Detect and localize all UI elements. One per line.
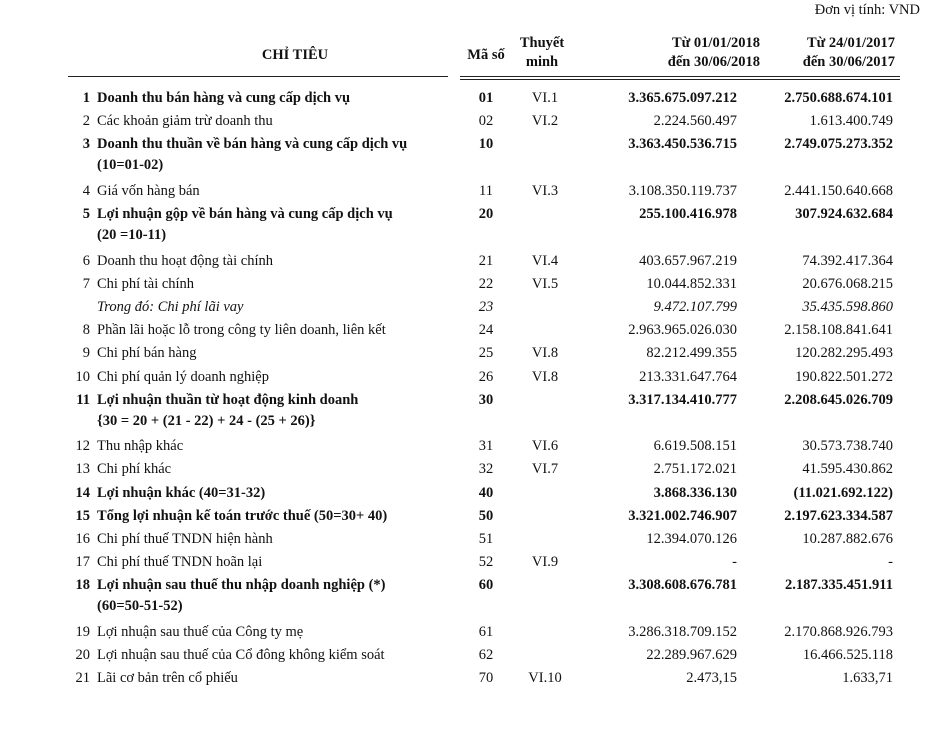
row-value-2017: 190.822.501.272 bbox=[795, 368, 893, 385]
row-code: 10 bbox=[478, 136, 494, 153]
row-value-2018: - bbox=[732, 554, 737, 571]
row-name bbox=[97, 251, 457, 272]
row-value-2017: 120.282.295.493 bbox=[795, 345, 893, 362]
row-name-text: Tổng lợi nhuận kế toán trước thuế (50=30+ 40) bbox=[97, 507, 388, 524]
row-code: 11 bbox=[479, 182, 493, 199]
row-number: 17 bbox=[75, 554, 90, 571]
row-name-text: Chi phí quản lý doanh nghiệp bbox=[97, 368, 269, 385]
row-number: 9 bbox=[82, 345, 90, 362]
table-row bbox=[0, 668, 938, 691]
row-number: 7 bbox=[82, 275, 90, 292]
table-row bbox=[0, 622, 938, 645]
row-name bbox=[97, 436, 457, 457]
row-number: 20 bbox=[75, 647, 90, 663]
table-row bbox=[0, 459, 938, 482]
row-code: 21 bbox=[478, 252, 494, 269]
unit-label: Đơn vị tính: VND bbox=[814, 2, 920, 18]
header-period-2018 bbox=[600, 34, 760, 72]
row-value-2017: 41.595.430.862 bbox=[802, 461, 893, 478]
row-value-2018: 3.286.318.709.152 bbox=[628, 623, 737, 640]
row-number: 5 bbox=[82, 206, 90, 223]
row-note: VI.4 bbox=[531, 252, 559, 269]
table-row bbox=[0, 88, 938, 111]
row-value-2017: 2.197.623.334.587 bbox=[784, 507, 893, 524]
row-value-2018: 12.394.070.126 bbox=[646, 530, 737, 547]
row-code: 62 bbox=[478, 647, 494, 663]
header-period-2018-line2: đến 30/06/2018 bbox=[667, 54, 760, 70]
header-thuyet-minh-line2: minh bbox=[525, 54, 559, 70]
row-name bbox=[97, 88, 457, 109]
row-note: VI.1 bbox=[531, 90, 559, 106]
table-row bbox=[0, 483, 938, 506]
row-value-2018: 9.472.107.799 bbox=[653, 298, 737, 315]
row-value-2017: 10.287.882.676 bbox=[802, 530, 893, 547]
row-value-2017: 16.466.525.118 bbox=[802, 647, 893, 663]
row-name bbox=[97, 367, 457, 388]
row-number: 18 bbox=[75, 577, 90, 594]
row-code: 51 bbox=[478, 530, 494, 547]
row-note: VI.8 bbox=[531, 368, 559, 385]
row-value-2018: 3.317.134.410.777 bbox=[628, 391, 737, 408]
table-row bbox=[0, 436, 938, 459]
row-number: 19 bbox=[75, 623, 90, 640]
row-value-2017: 2.441.150.640.668 bbox=[784, 182, 893, 199]
table-row bbox=[0, 320, 938, 343]
row-note: VI.3 bbox=[531, 182, 559, 199]
row-name bbox=[97, 111, 457, 132]
header-chi-tieu: CHỈ TIÊU bbox=[261, 47, 329, 63]
row-name-text: Doanh thu thuần về bán hàng và cung cấp dịch vụ bbox=[97, 136, 408, 153]
row-number: 12 bbox=[75, 438, 90, 455]
row-name-text: Phần lãi hoặc lỗ trong công ty liên doanh, liên kết bbox=[97, 322, 386, 339]
row-number: 10 bbox=[75, 368, 90, 385]
row-value-2018: 3.108.350.119.737 bbox=[628, 182, 737, 199]
row-name-text: Các khoản giảm trừ doanh thu bbox=[97, 113, 273, 130]
row-name-text: Chi phí thuế TNDN hoãn lại bbox=[97, 554, 263, 571]
row-name-text: Lợi nhuận sau thuế thu nhập doanh nghiệp (*) bbox=[97, 577, 386, 594]
row-value-2018: 6.619.508.151 bbox=[653, 438, 737, 455]
header-thuyet-minh bbox=[514, 34, 570, 72]
row-code: 40 bbox=[478, 484, 494, 501]
header-period-2017-line1: Từ 24/01/2017 bbox=[806, 35, 895, 51]
row-value-2017: 20.676.068.215 bbox=[802, 275, 893, 292]
table-row bbox=[0, 367, 938, 390]
row-value-2018: 2.963.965.026.030 bbox=[628, 322, 737, 339]
table-row bbox=[0, 552, 938, 575]
row-code: 20 bbox=[478, 206, 494, 223]
row-code: 30 bbox=[478, 391, 494, 408]
header-period-2018-line1: Từ 01/01/2018 bbox=[671, 35, 760, 51]
row-value-2017: - bbox=[888, 554, 893, 571]
row-note: VI.7 bbox=[531, 461, 559, 478]
row-code: 25 bbox=[478, 345, 494, 362]
row-number: 11 bbox=[76, 391, 90, 408]
row-name bbox=[97, 459, 457, 480]
row-number: 21 bbox=[75, 670, 90, 687]
row-name-text: Lợi nhuận sau thuế của Cổ đông không kiểm soát bbox=[97, 647, 385, 663]
row-value-2017: (11.021.692.122) bbox=[793, 484, 893, 501]
table-row bbox=[0, 204, 938, 251]
row-name bbox=[97, 390, 457, 432]
row-value-2017: 74.392.417.364 bbox=[802, 252, 893, 269]
table-row bbox=[0, 575, 938, 622]
header-divider-left bbox=[68, 76, 448, 77]
row-code: 26 bbox=[478, 368, 494, 385]
row-number: 13 bbox=[75, 461, 90, 478]
row-name bbox=[97, 320, 457, 341]
header-ma-so: Mã số bbox=[467, 47, 505, 63]
row-formula: {30 = 20 + (21 - 22) + 24 - (25 + 26)} bbox=[97, 412, 316, 429]
row-name bbox=[97, 483, 457, 504]
row-number: 4 bbox=[82, 182, 90, 199]
row-code: 01 bbox=[478, 90, 494, 106]
row-value-2018: 403.657.967.219 bbox=[639, 252, 737, 269]
income-statement-table bbox=[0, 88, 938, 691]
row-value-2018: 3.365.675.097.212 bbox=[628, 90, 737, 106]
row-note: VI.9 bbox=[531, 554, 559, 571]
row-number: 1 bbox=[82, 90, 90, 106]
table-row bbox=[0, 134, 938, 181]
table-row bbox=[0, 274, 938, 297]
row-code: 60 bbox=[478, 577, 494, 594]
row-code: 32 bbox=[478, 461, 494, 478]
header-divider-right-bottom bbox=[460, 79, 900, 80]
row-number: 2 bbox=[82, 113, 90, 130]
row-name-text: Chi phí thuế TNDN hiện hành bbox=[97, 530, 273, 547]
row-name-text: Lãi cơ bản trên cổ phiếu bbox=[97, 670, 238, 687]
row-number: 16 bbox=[75, 530, 90, 547]
table-row bbox=[0, 390, 938, 437]
row-name bbox=[97, 297, 457, 318]
row-code: 61 bbox=[478, 623, 494, 640]
row-number: 8 bbox=[82, 322, 90, 339]
row-name-text: Giá vốn hàng bán bbox=[97, 182, 200, 199]
row-value-2018: 3.363.450.536.715 bbox=[628, 136, 737, 153]
row-name bbox=[97, 134, 457, 176]
row-value-2017: 2.750.688.674.101 bbox=[784, 90, 893, 106]
table-row bbox=[0, 645, 938, 668]
row-name-text: Thu nhập khác bbox=[97, 438, 184, 455]
row-value-2017: 35.435.598.860 bbox=[802, 298, 893, 315]
row-value-2018: 2.224.560.497 bbox=[653, 113, 737, 130]
table-row bbox=[0, 297, 938, 320]
row-value-2018: 3.868.336.130 bbox=[653, 484, 737, 501]
row-note: VI.10 bbox=[528, 670, 562, 687]
table-row bbox=[0, 529, 938, 552]
table-row bbox=[0, 506, 938, 529]
row-number: 14 bbox=[75, 484, 90, 501]
row-name bbox=[97, 181, 457, 202]
row-name bbox=[97, 668, 457, 689]
row-note: VI.5 bbox=[531, 275, 559, 292]
header-period-2017-line2: đến 30/06/2017 bbox=[802, 54, 895, 70]
row-name-text: Lợi nhuận sau thuế của Công ty mẹ bbox=[97, 623, 304, 640]
table-row bbox=[0, 343, 938, 366]
table-header bbox=[0, 32, 938, 78]
row-formula: (20 =10-11) bbox=[97, 227, 167, 244]
row-code: 02 bbox=[478, 113, 494, 130]
table-row bbox=[0, 111, 938, 134]
row-value-2017: 2.158.108.841.641 bbox=[784, 322, 893, 339]
table-row bbox=[0, 181, 938, 204]
row-code: 50 bbox=[478, 507, 494, 524]
row-name bbox=[97, 204, 457, 246]
row-value-2018: 2.473,15 bbox=[686, 670, 737, 687]
row-name bbox=[97, 343, 457, 364]
row-note: VI.8 bbox=[531, 345, 559, 362]
row-number: 3 bbox=[82, 136, 90, 153]
row-name-text: Trong đó: Chi phí lãi vay bbox=[97, 298, 244, 315]
row-value-2017: 30.573.738.740 bbox=[802, 438, 893, 455]
row-code: 70 bbox=[478, 670, 494, 687]
row-name bbox=[97, 622, 457, 643]
row-name-text: Lợi nhuận gộp về bán hàng và cung cấp dịch vụ bbox=[97, 206, 393, 223]
row-name-text: Chi phí tài chính bbox=[97, 275, 195, 292]
row-value-2017: 2.208.645.026.709 bbox=[784, 391, 893, 408]
row-value-2017: 2.187.335.451.911 bbox=[785, 577, 893, 594]
row-value-2018: 3.321.002.746.907 bbox=[628, 507, 737, 524]
row-value-2018: 10.044.852.331 bbox=[646, 275, 737, 292]
row-name bbox=[97, 274, 457, 295]
row-name bbox=[97, 645, 457, 666]
row-note: VI.2 bbox=[531, 113, 559, 130]
row-code: 23 bbox=[478, 298, 494, 315]
row-value-2018: 3.308.608.676.781 bbox=[628, 577, 737, 594]
row-number: 6 bbox=[82, 252, 90, 269]
row-note: VI.6 bbox=[531, 438, 559, 455]
row-value-2017: 1.633,71 bbox=[842, 670, 893, 687]
row-code: 22 bbox=[478, 275, 494, 292]
row-formula: (10=01-02) bbox=[97, 157, 164, 174]
row-value-2018: 22.289.967.629 bbox=[646, 647, 737, 663]
row-code: 31 bbox=[478, 438, 494, 455]
row-number: 15 bbox=[75, 507, 90, 524]
row-name-text: Lợi nhuận thuần từ hoạt động kinh doanh bbox=[97, 391, 359, 408]
header-divider-right-top bbox=[460, 76, 900, 77]
header-thuyet-minh-line1: Thuyết bbox=[519, 35, 565, 51]
row-name bbox=[97, 575, 457, 617]
row-value-2018: 255.100.416.978 bbox=[639, 206, 737, 223]
row-value-2018: 2.751.172.021 bbox=[653, 461, 737, 478]
row-value-2017: 2.170.868.926.793 bbox=[784, 623, 893, 640]
row-value-2018: 82.212.499.355 bbox=[646, 345, 737, 362]
row-name-text: Lợi nhuận khác (40=31-32) bbox=[97, 484, 266, 501]
table-row bbox=[0, 251, 938, 274]
row-value-2017: 2.749.075.273.352 bbox=[784, 136, 893, 153]
header-period-2017 bbox=[755, 34, 895, 72]
row-name-text: Chi phí bán hàng bbox=[97, 345, 197, 362]
row-value-2018: 213.331.647.764 bbox=[639, 368, 737, 385]
row-code: 52 bbox=[478, 554, 494, 571]
row-name-text: Doanh thu hoạt động tài chính bbox=[97, 252, 273, 269]
row-value-2017: 307.924.632.684 bbox=[795, 206, 893, 223]
row-name bbox=[97, 529, 457, 550]
row-value-2017: 1.613.400.749 bbox=[809, 113, 893, 130]
row-formula: (60=50-51-52) bbox=[97, 598, 183, 615]
row-name bbox=[97, 552, 457, 573]
row-name-text: Doanh thu bán hàng và cung cấp dịch vụ bbox=[97, 90, 351, 106]
row-name bbox=[97, 506, 457, 527]
row-code: 24 bbox=[478, 322, 494, 339]
row-name-text: Chi phí khác bbox=[97, 461, 172, 478]
